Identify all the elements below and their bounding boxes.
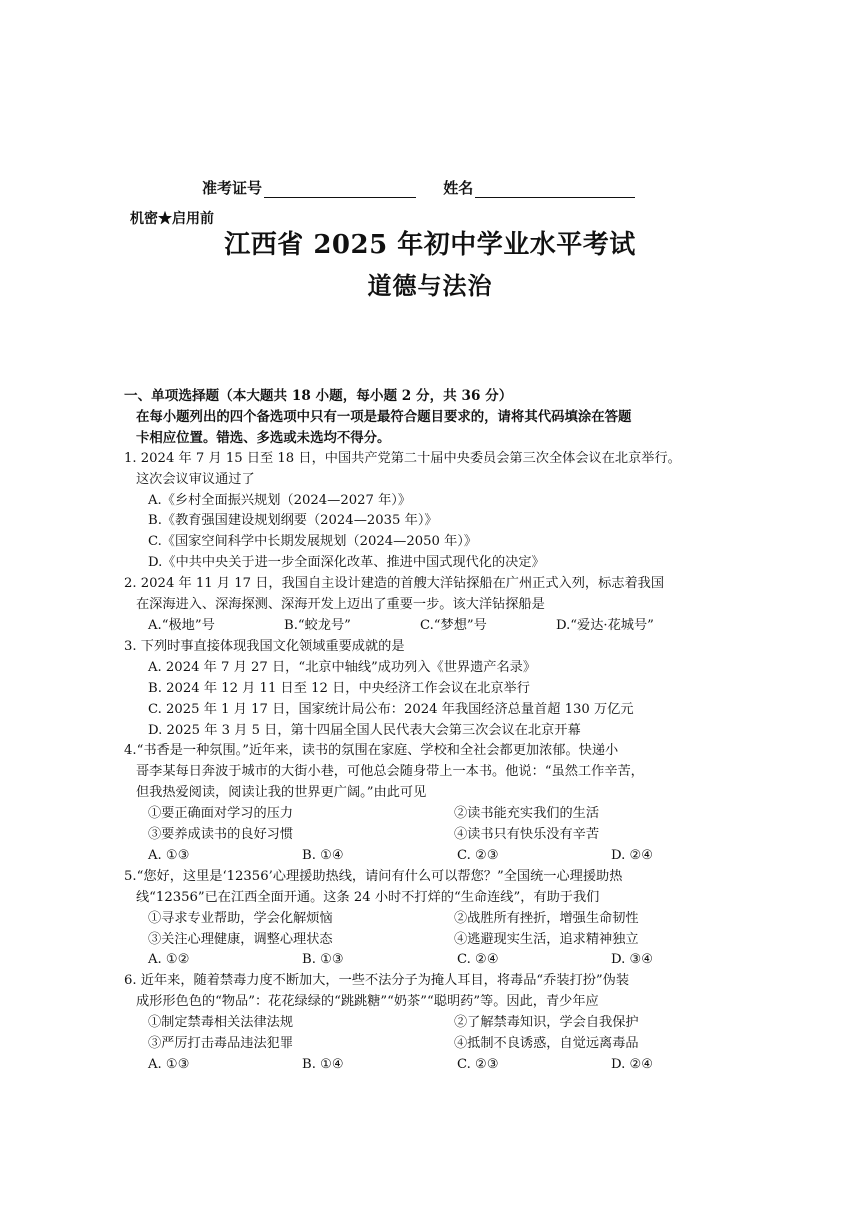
option-d: D. 2025 年 3 月 5 日，第十四届全国人民代表大会第三次会议在北京开幕: [148, 722, 581, 738]
statement-1: ①要正确面对学习的压力: [148, 806, 294, 822]
exam-id-field: [202, 177, 416, 198]
statement-2: ②读书能充实我们的生活: [454, 806, 600, 822]
options-row: [124, 1055, 760, 1076]
name-blank: [475, 183, 635, 198]
question-stem: 4.“书香是一种氛围。”近年来，读书的氛围在家庭、学校和全社会都更加浓郁。快递小: [124, 743, 619, 759]
name-label: 姓名: [443, 179, 474, 197]
question-stem: 1. 2024 年 7 月 15 日至 18 日，中国共产党第二十届中央委员会第三次全体会议在北京举行。: [124, 450, 681, 466]
candidate-info: [202, 177, 657, 198]
exam-title: 江西省 2025 年初中学业水平考试: [224, 230, 636, 260]
options-row: [124, 616, 760, 637]
subject-title: 道德与法治: [367, 271, 493, 300]
statements-row: [124, 1034, 760, 1055]
options-row: [124, 950, 760, 971]
option-a: A. 2024 年 7 月 27 日，“北京中轴线”成功列入《世界遗产名录》: [148, 659, 537, 675]
name-field: [443, 177, 635, 198]
option-d: D. ②④: [611, 847, 654, 863]
statement-2: ②了解禁毒知识，学会自我保护: [454, 1015, 639, 1031]
question-2: [124, 574, 760, 637]
option-c: C.《国家空间科学中长期发展规划（2024—2050 年）》: [148, 534, 478, 550]
exam-id-blank: [264, 183, 416, 198]
question-3: [124, 637, 760, 742]
exam-id-label: 准考证号: [202, 179, 263, 197]
option-a: A. ①③: [148, 1057, 190, 1072]
option-a: A.《乡村全面振兴规划（2024—2027 年）》: [148, 492, 412, 508]
statement-1: ①寻求专业帮助，学会化解烦恼: [148, 910, 333, 926]
confidential-mark: 机密★启用前: [130, 211, 214, 227]
statement-2: ②战胜所有挫折，增强生命韧性: [454, 910, 639, 926]
exam-content: [124, 386, 760, 1076]
statement-1: ①制定禁毒相关法律法规: [148, 1015, 294, 1031]
question-stem: 6. 近年来，随着禁毒力度不断加大，一些不法分子为掩人耳目，将毒品“乔装打扮”伪装: [124, 973, 630, 989]
option-c: C.“梦想”号: [420, 617, 487, 633]
option-c: C. 2025 年 1 月 17 日，国家统计局公布：2024 年我国经济总量首超 130 万亿元: [148, 701, 634, 717]
option-b: B.《教育强国建设规划纲要（2024—2035 年）》: [148, 513, 438, 529]
question-stem-cont: 在深海进入、深海探测、深海开发上迈出了重要一步。该大洋钻探船是: [136, 597, 545, 613]
statement-3: ③严厉打击毒品违法犯罪: [148, 1036, 294, 1052]
option-b: B. ①④: [302, 1057, 344, 1072]
option-c: C. ②④: [457, 952, 499, 968]
option-d: D. ③④: [611, 952, 654, 968]
option-b: B. 2024 年 12 月 11 日至 12 日，中央经济工作会议在北京举行: [148, 680, 530, 696]
question-stem: 5.“您好，这里是‘12356’心理援助热线，请问有什么可以帮您？”全国统一心理援助热: [124, 868, 623, 884]
question-6: [124, 971, 760, 1076]
statements-row: [124, 804, 760, 825]
question-stem-cont: 这次会议审议通过了: [136, 471, 255, 487]
question-stem-cont: 成形形色色的“物品”：花花绿绿的“跳跳糖”“奶茶”“聪明药”等。因此，青少年应: [136, 994, 599, 1010]
question-5: [124, 867, 760, 972]
question-stem-cont: 哥李某每日奔波于城市的大街小巷，可他总会随身带上一本书。他说：“虽然工作辛苦，: [136, 764, 644, 780]
statements-row: [124, 930, 760, 951]
statement-4: ④抵制不良诱惑，自觉远离毒品: [454, 1036, 639, 1052]
option-b: B.“蛟龙号”: [284, 617, 351, 633]
statements-row: [124, 909, 760, 930]
options-row: [124, 846, 760, 867]
statements-row: [124, 825, 760, 846]
section-instruction-cont: 卡相应位置。错选、多选或未选均不得分。: [136, 429, 391, 446]
statement-4: ④逃避现实生活，追求精神独立: [454, 931, 639, 947]
option-c: C. ②③: [457, 1057, 499, 1072]
option-a: A. ①②: [148, 952, 190, 968]
question-4: [124, 741, 760, 866]
option-d: D.“爱达·花城号”: [556, 617, 654, 633]
question-stem-cont: 线“12356”已在江西全面开通。这条 24 小时不打烊的“生命连线”，有助于我们: [136, 889, 600, 905]
statement-3: ③要养成读书的良好习惯: [148, 827, 294, 843]
section-heading: 一、单项选择题（本大题共 18 小题，每小题 2 分，共 36 分）: [124, 388, 513, 404]
option-b: B. ①③: [302, 952, 344, 968]
statements-row: [124, 1013, 760, 1034]
question-stem: 2. 2024 年 11 月 17 日，我国自主设计建造的首艘大洋钻探船在广州正式入列，标志着我国: [124, 576, 665, 592]
statement-4: ④读书只有快乐没有辛苦: [454, 827, 600, 843]
option-c: C. ②③: [457, 847, 499, 863]
option-d: D. ②④: [611, 1057, 654, 1072]
option-a: A.“极地”号: [148, 617, 215, 633]
question-stem: 3. 下列时事直接体现我国文化领域重要成就的是: [124, 638, 405, 654]
option-d: D.《中共中央关于进一步全面深化改革、推进中国式现代化的决定》: [148, 555, 545, 571]
statement-3: ③关注心理健康，调整心理状态: [148, 931, 333, 947]
question-1: [124, 449, 760, 574]
option-b: B. ①④: [302, 847, 344, 863]
question-stem-cont: 但我热爱阅读，阅读让我的世界更广阔。”由此可见: [136, 785, 427, 801]
section-instruction: 在每小题列出的四个备选项中只有一项是最符合题目要求的，请将其代码填涂在答题: [136, 408, 632, 425]
option-a: A. ①③: [148, 847, 190, 863]
